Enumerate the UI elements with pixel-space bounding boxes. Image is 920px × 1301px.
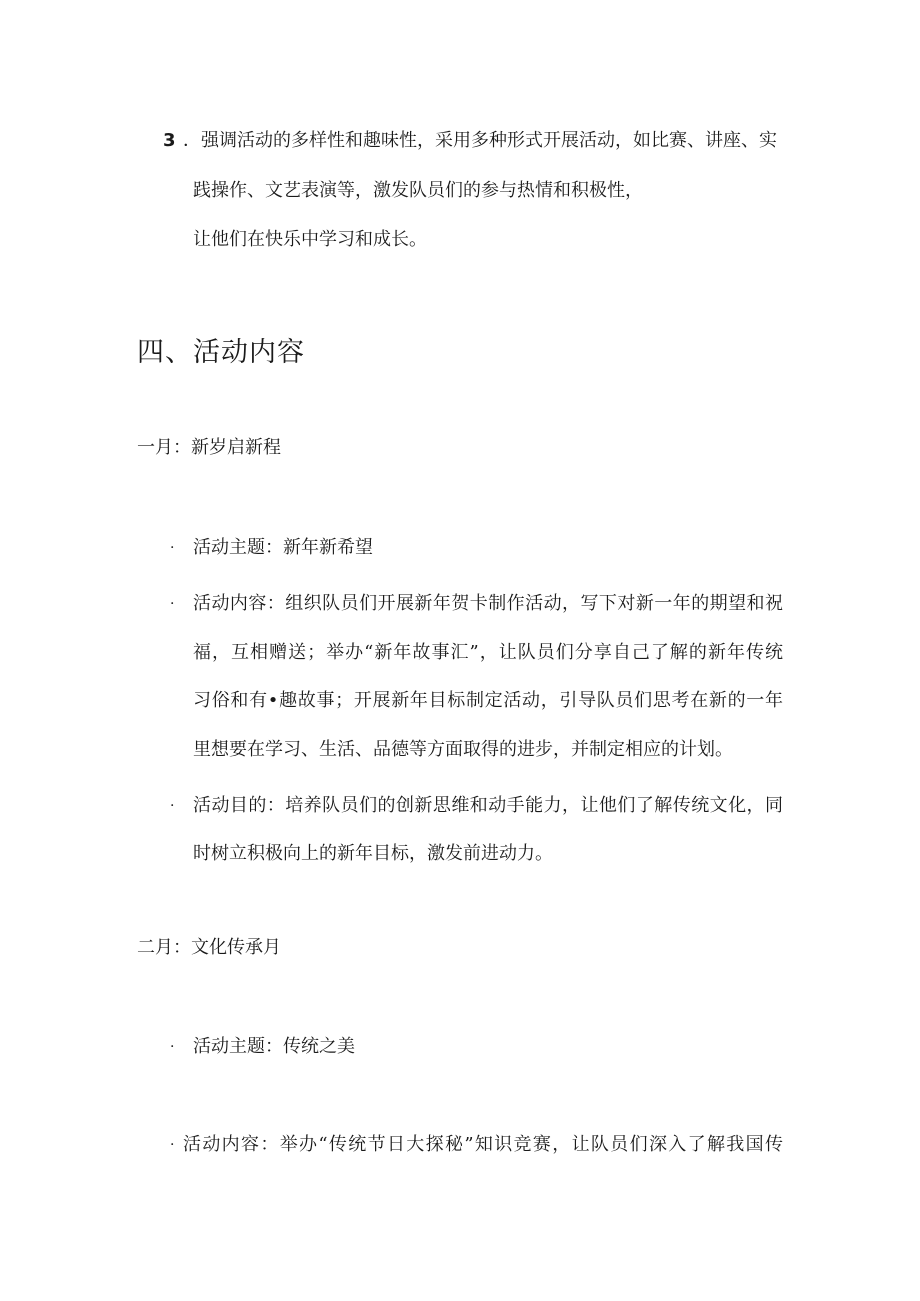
bullet-dot: · — [170, 798, 175, 814]
bullet-dot: · — [170, 596, 175, 612]
bullet-dot: · — [170, 1137, 175, 1153]
activity-content-line: 习俗和有•趣故事；开展新年目标制定活动，引导队员们思考在新的一年 — [193, 690, 783, 711]
item-number: 3 — [163, 130, 176, 151]
activity-purpose-line: 时树立积极向上的新年目标，激发前进动力。 — [193, 843, 553, 864]
month-title: 一月：新岁启新程 — [137, 437, 281, 458]
paragraph-line: 践操作、文艺表演等，激发队员们的参与热情和积极性， — [193, 180, 643, 201]
paragraph-line: 让他们在快乐中学习和成长。 — [193, 229, 427, 250]
bullet-dot: · — [170, 540, 175, 556]
paragraph-line: ．强调活动的多样性和趣味性，采用多种形式开展活动，如比赛、讲座、实 — [183, 130, 777, 151]
activity-content-line: 里想要在学习、生活、品德等方面取得的进步，并制定相应的计划。 — [193, 739, 733, 760]
bullet-dot: · — [170, 1039, 175, 1055]
activity-theme: 活动主题：新年新希望 — [193, 537, 373, 558]
activity-theme: 活动主题：传统之美 — [193, 1036, 355, 1057]
activity-content-line: 福，互相赠送；举办“新年故事汇”，让队员们分享自己了解的新年传统 — [193, 642, 783, 663]
activity-content-line: 活动内容：举办“传统节日大探秘”知识竞赛，让队员们深入了解我国传 — [183, 1134, 783, 1155]
section-heading: 四、活动内容 — [137, 337, 305, 368]
activity-purpose-line: 活动目的：培养队员们的创新思维和动手能力，让他们了解传统文化，同 — [193, 795, 783, 816]
activity-content-line: 活动内容：组织队员们开展新年贺卡制作活动，写下对新一年的期望和祝 — [193, 593, 783, 614]
month-title: 二月：文化传承月 — [137, 937, 281, 958]
